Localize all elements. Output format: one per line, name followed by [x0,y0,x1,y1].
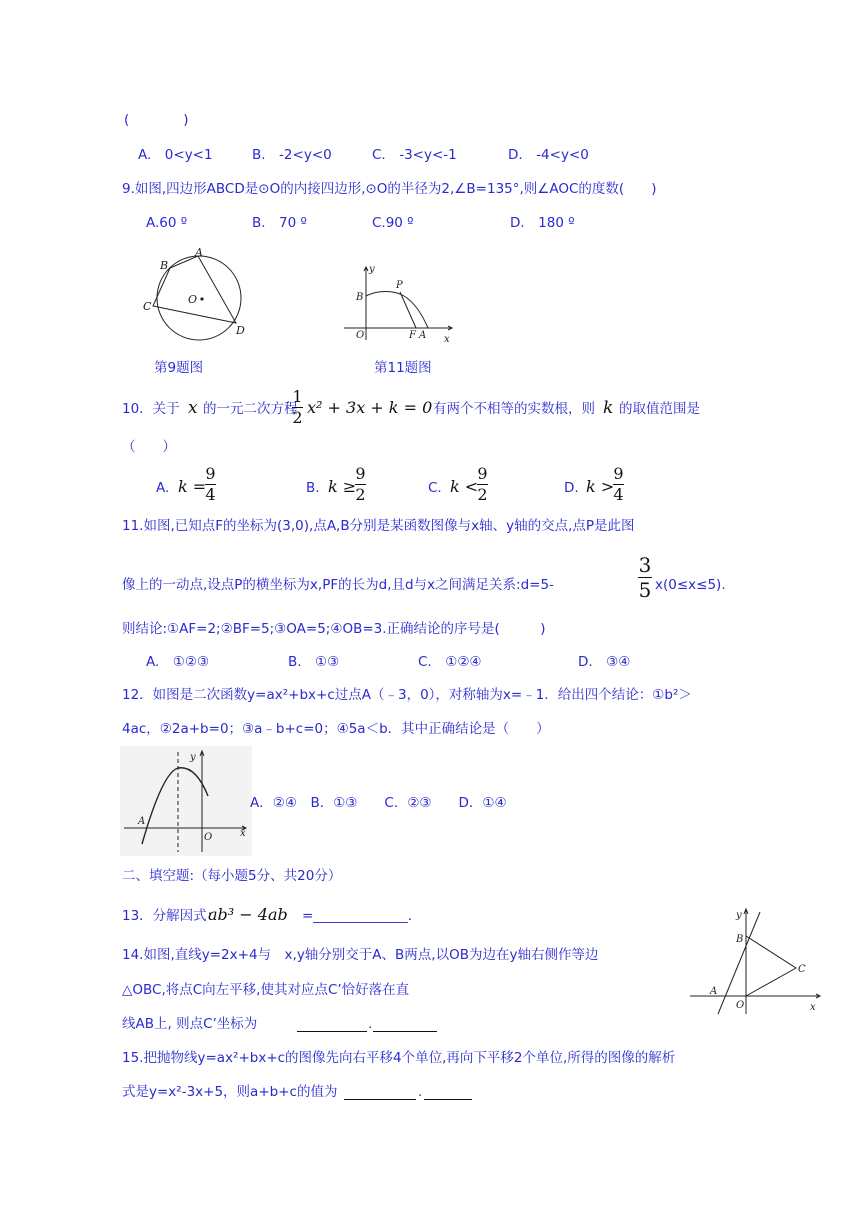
q10-option-a-label: A. [156,480,170,496]
q14-label-c: C [798,964,806,975]
q10-stem-a: 10．关于 [122,401,180,417]
q9-option-b: B. 70 º [252,215,307,231]
q14-label-b: B [736,934,744,945]
q9-option-c: C.90 º [372,215,414,231]
q14-answer-blank-2 [373,1031,437,1032]
q10-stem-b: 的一元二次方程 [203,401,298,417]
q12-line1: 12．如图是二次函数y=ax²+bx+c过点A（﹣3，0），对称轴为x=﹣1．给出四个结论：①b²＞ [122,687,692,703]
q14-label-a: A [710,986,718,997]
q14-label-o: O [736,1000,745,1011]
q10-option-d-label: D. [564,480,579,496]
q10-c-den: 2 [477,485,488,504]
q10-c-num: 9 [477,464,488,483]
q10-equation-rest: x² + 3x + k = 0 [307,398,433,417]
q10-eq-den: 2 [292,408,303,427]
q10-option-c-label: C. [428,480,442,496]
q15-line2b: . [418,1084,423,1100]
section-2-heading: 二、填空题:（每小题5分、共20分） [122,868,342,884]
q12-label-o: O [204,832,213,843]
q12-label-y: y [190,752,196,763]
q10-option-b-frac [355,466,366,503]
q14-label-x: x [810,1002,816,1013]
q11-option-a: A. ①②③ [146,654,210,670]
q10-option-a-expr: k = [178,477,207,496]
q11-frac-den: 5 [638,578,652,602]
q11-line1: 11.如图,已知点F的坐标为(3,0),点A,B分别是某函数图像与x轴、y轴的交点,点P是此图 [122,518,635,534]
q11-fig-caption: 第11题图 [374,360,432,376]
q15-line1: 15.把抛物线y=ax²+bx+c的图像先向右平移4个单位,再向下平移2个单位,所得的图像的解析 [122,1050,676,1066]
q9-label-b: B [160,259,169,272]
q15-answer-blank-2 [424,1099,472,1100]
q10-var-k: k [603,398,614,418]
q10-option-b-expr: k ≥ [328,477,357,496]
q10-option-b-label: B. [306,480,320,496]
q11-line2a: 像上的一动点,设点P的横坐标为x,PF的长为d,且d与x之间满足关系:d=5- [122,577,554,593]
q10-var-x: x [188,398,198,418]
q8-option-d: D. -4<y<0 [508,147,589,163]
q9-label-o: O [188,293,198,306]
q11-label-y: y [369,264,375,275]
q14-line3b: . [368,1016,373,1032]
q11-label-o: O [356,330,365,341]
q14-line1: 14.如图,直线y=2x+4与 x,y轴分别交于A、B两点,以OB为边在y轴右侧作等边 [122,947,599,963]
q11-fraction [638,555,652,600]
q12-line2: 4ac，②2a+b=0；③a﹣b+c=0；④5a＜b．其中正确结论是（ ） [122,721,550,737]
q11-label-p: P [396,280,403,291]
q11-label-f: F [409,330,416,341]
q11-option-b: B. ①③ [288,654,340,670]
q10-stem-c: 有两个不相等的实数根，则 [433,401,595,417]
q11-graph-figure [338,262,458,344]
q14-answer-blank-1 [297,1031,367,1032]
q9-option-a: A.60 º [146,215,188,231]
q13-answer-blank: =______________． [302,908,422,924]
q10-a-num: 9 [205,464,216,483]
q9-stem: 9.如图,四边形ABCD是⊙O的内接四边形,⊙O的半径为2,∠B=135°,则∠AOC的度数( ) [122,181,657,197]
q10-b-den: 2 [355,485,366,504]
q11-line3: 则结论:①AF=2;②BF=5;③OA=5;④OB=3.正确结论的序号是( ) [122,621,546,637]
q10-d-num: 9 [613,464,624,483]
q14-line2: △OBC,将点C向左平移,使其对应点C’恰好落在直 [122,982,410,998]
q10-bracket: （ ） [122,439,176,455]
q9-option-d: D. 180 º [510,215,575,231]
q11-label-x: x [444,334,450,344]
q8-option-b: B. -2<y<0 [252,147,332,163]
q10-option-a-frac [205,466,216,503]
q9-fig-caption: 第9题图 [154,360,204,376]
q10-option-d-expr: k > [586,477,615,496]
q10-option-c-expr: k < [450,477,479,496]
q9-circle-figure [140,246,260,346]
q10-d-den: 4 [613,485,624,504]
q12-options: A．②④ B．①③ C．②③ D．①④ [250,795,507,811]
q12-label-x: x [240,828,246,839]
q8-option-c: C. -3<y<-1 [372,147,457,163]
q10-b-num: 9 [355,464,366,483]
q12-label-a: A [138,816,146,827]
q13-stem: 13．分解因式： [122,908,221,924]
q12-parabola-figure [120,746,252,856]
q14-triangle-figure [688,904,828,1016]
q11-option-c: C. ①②④ [418,654,482,670]
q9-label-c: C [143,300,152,313]
q10-option-c-frac [477,466,488,503]
q14-label-y: y [736,910,742,921]
q11-option-d: D. ③④ [578,654,631,670]
q11-label-a: A [419,330,427,341]
q9-label-a: A [195,246,203,259]
q9-label-d: D [236,324,245,337]
q15-line2a: 式是y=x²-3x+5，则a+b+c的值为 [122,1084,338,1100]
q8-bracket: ( ) [124,112,189,128]
q10-eq-num: 1 [292,387,303,406]
q10-option-d-frac [613,466,624,503]
q11-label-b: B [356,292,364,303]
q8-option-a: A. 0<y<1 [138,147,213,163]
q11-frac-num: 3 [638,553,652,577]
q13-expression: ab³ − 4ab [208,905,288,924]
q15-answer-blank-1 [344,1099,416,1100]
q14-line3a: 线AB上, 则点C’坐标为 [122,1016,258,1032]
q11-line2b: x(0≤x≤5). [655,577,726,593]
q10-a-den: 4 [205,485,216,504]
q10-equation-fraction [292,389,303,426]
q10-stem-d: 的取值范围是 [619,401,700,417]
